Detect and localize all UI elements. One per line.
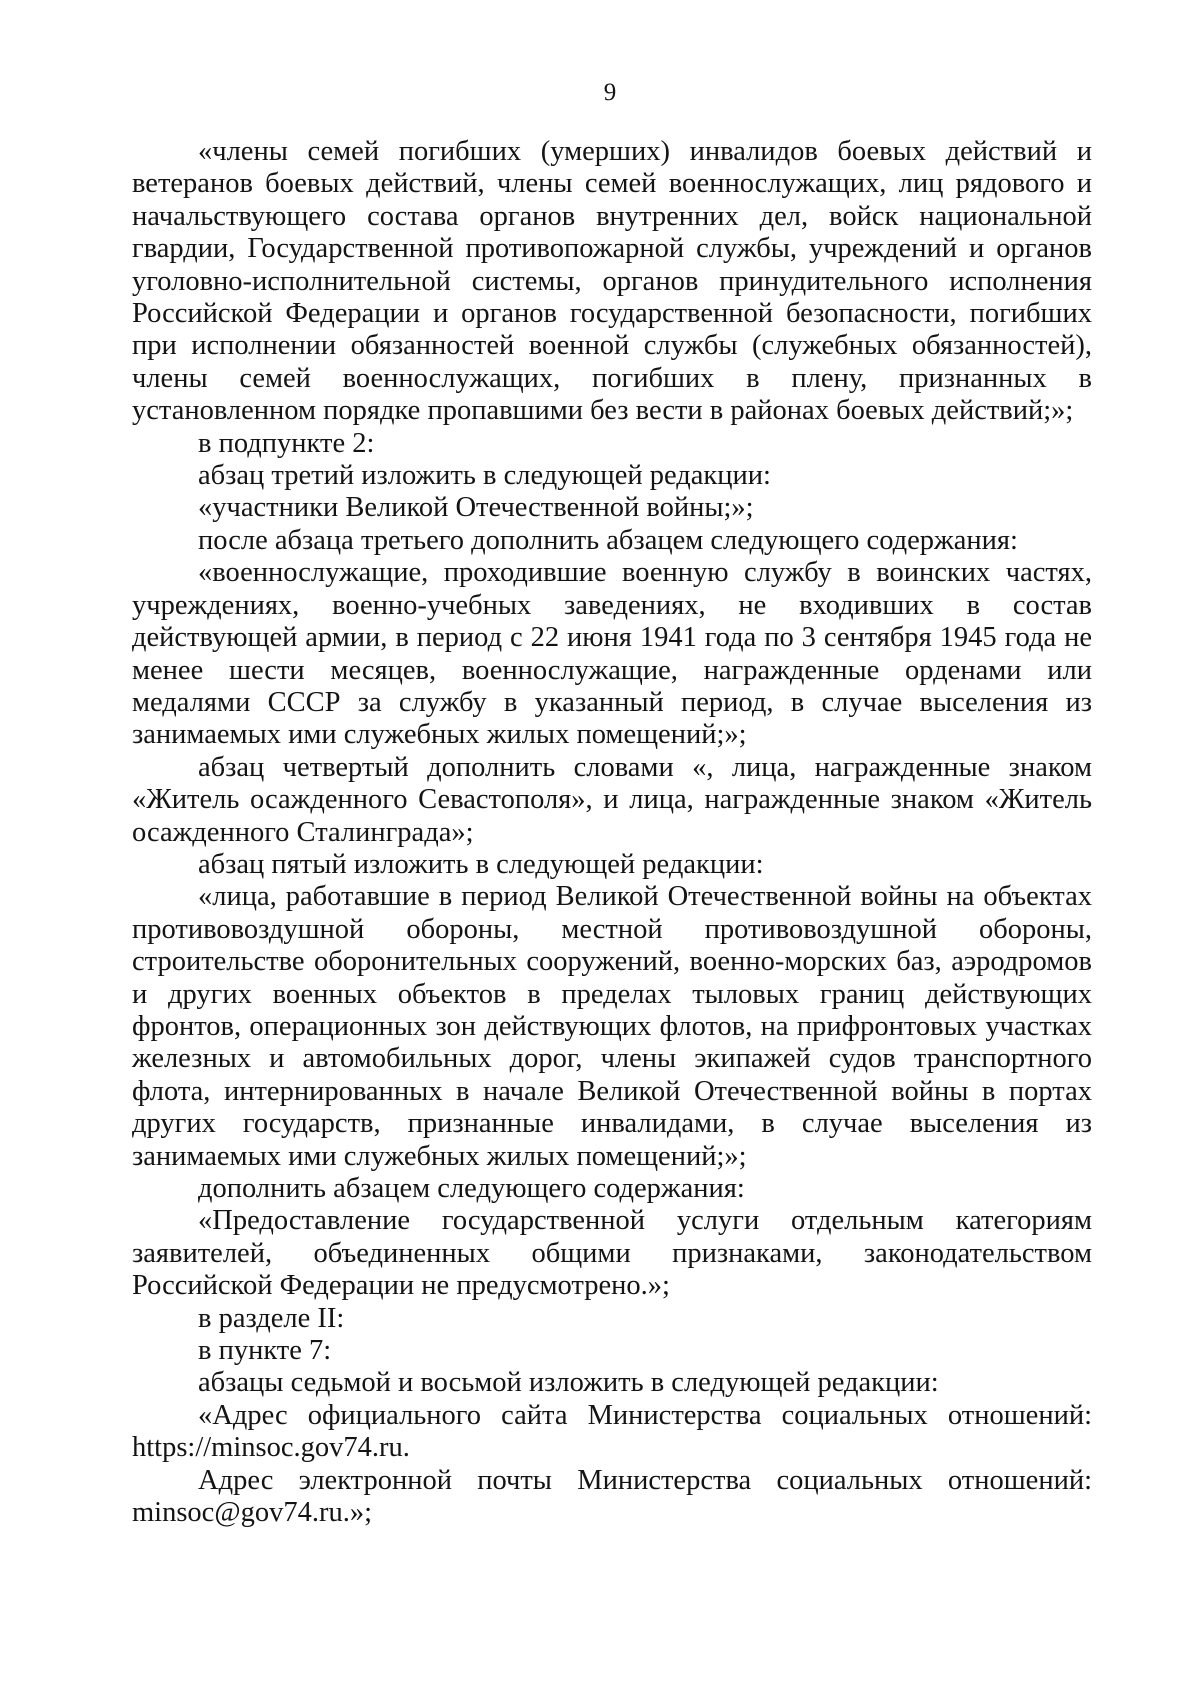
paragraph-family-members: «члены семей погибших (умерших) инвалидов боевых действий и ветеранов боевых действий, члены семей военнослужащих, лиц рядового и начальствующего состава органов внутренних дел, войск национальной гвардии, Государственной противопожарной службы, учреждений и органов уголовно-исполнительной системы, органов принудительного исполнения Российской Федерации и органов государственной безопасности, погибших при исполнении обязанностей военной службы (служебных обязанностей), члены семей военнослужащих, погибших в плену, признанных в установленном порядке пропавшими без вести в районах боевых действий;»;	[132, 136, 1092, 427]
paragraph-add-after-third: после абзаца третьего дополнить абзацем следующего содержания:	[198, 524, 1018, 556]
paragraph-section-2: в разделе II:	[198, 1302, 345, 1334]
document-body	[132, 136, 1092, 1529]
paragraph-ww2-participants: «участники Великой Отечественной войны;»;	[198, 492, 754, 524]
paragraph-fifth-paragraph-edit: абзац пятый изложить в следующей редакции:	[198, 848, 764, 880]
paragraph-servicemen: «военнослужащие, проходившие военную службу в воинских частях, учреждениях, военно-учебных заведениях, не входивших в состав действующей армии, в период с 22 июня 1941 года по 3 сентября 1945 года не менее шести месяцев, военнослужащие, награжденные орденами или медалями СССР за службу в указанный период, в случае выселения из занимаемых ими служебных жилых помещений;»;	[132, 557, 1092, 751]
paragraph-add-paragraph: дополнить абзацем следующего содержания:	[198, 1173, 745, 1204]
paragraph-clause-7: в пункте 7:	[198, 1335, 332, 1367]
paragraph-subclause-2: в подпункте 2:	[198, 427, 375, 459]
page-number: 9	[603, 79, 617, 106]
paragraph-seventh-eighth-edit: абзацы седьмой и восьмой изложить в следующей редакции:	[198, 1367, 939, 1399]
paragraph-fourth-paragraph-addition: абзац четвертый дополнить словами «, лица, награжденные знаком «Житель осажденного Севастополя», и лица, награжденные знаком «Житель осажденного Сталинграда»;	[132, 751, 1092, 848]
paragraph-third-paragraph-edit: абзац третий изложить в следующей редакции:	[198, 460, 771, 492]
paragraph-home-front-workers: «лица, работавшие в период Великой Отечественной войны на объектах противовоздушной обороны, местной противовоздушной обороны, строительстве оборонительных сооружений, военно-морских баз, аэродромов и других военных объектов в пределах тыловых границ действующих фронтов, операционных зон действующих флотов, на прифронтовых участках железных и автомобильных дорог, члены экипажей судов транспортного флота, интернированных в начале Великой Отечественной войны в портах других государств, признанные инвалидами, в случае выселения из занимаемых ими служебных жилых помещений;»;	[132, 881, 1092, 1172]
paragraph-email-address: Адрес электронной почты Министерства социальных отношений: minsoc@gov74.ru.»;	[132, 1464, 1092, 1529]
paragraph-service-not-provided: «Предоставление государственной услуги отдельным категориям заявителей, объединенных общими признаками, законодательством Российской Федерации не предусмотрено.»;	[132, 1205, 1092, 1302]
paragraph-website-address: «Адрес официального сайта Министерства социальных отношений: https://minsoc.gov74.ru.	[132, 1399, 1092, 1464]
